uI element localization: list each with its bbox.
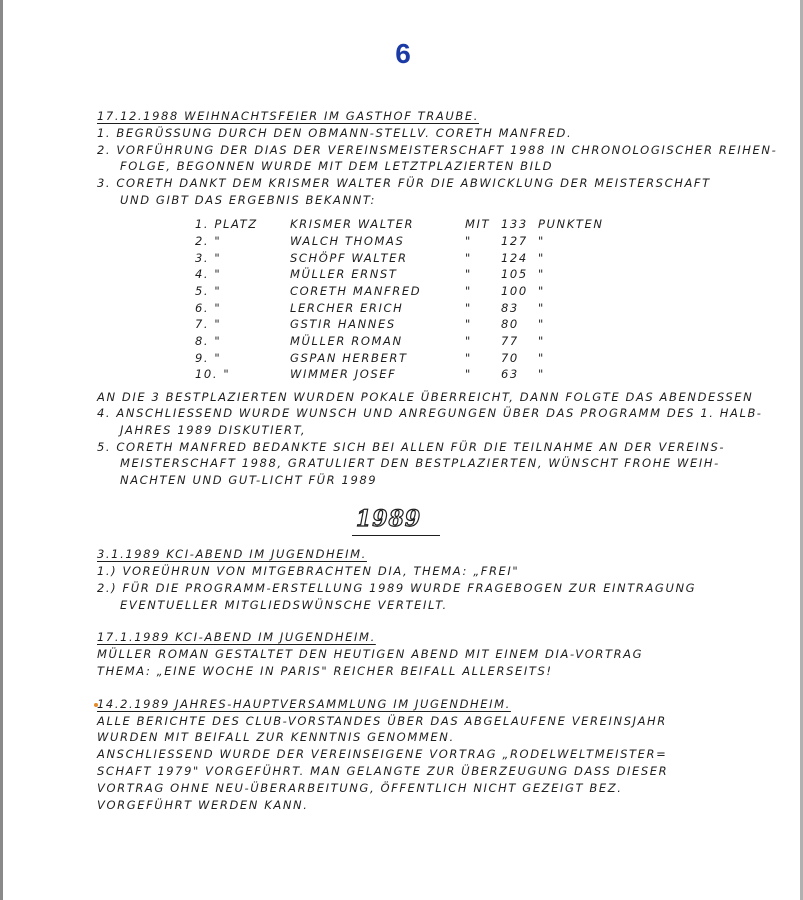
ranking-place: 6. " bbox=[195, 301, 222, 315]
ranking-table bbox=[195, 216, 625, 386]
section1-after-line-2: 4. ANSCHLIESSEND WURDE WUNSCH UND ANREGUNGEN ÜBER DAS PROGRAMM DES 1. HALB- bbox=[97, 406, 763, 420]
section1-after-line-1: AN DIE 3 BESTPLAZIERTEN WURDEN POKALE ÜBERREICHT, DANN FOLGTE DAS ABENDESSEN bbox=[97, 390, 754, 404]
section4-line-3: ANSCHLIESSEND WURDE DER VEREINSEIGENE VORTRAG „RODELWELTMEISTER= bbox=[97, 747, 668, 761]
ranking-unit: " bbox=[538, 367, 545, 381]
ranking-name: MÜLLER ERNST bbox=[290, 267, 398, 281]
section4-line-5: VORTRAG OHNE NEU-ÜBERARBEITUNG, ÖFFENTLICH NICHT GEZEIGT BEZ. bbox=[97, 781, 623, 795]
ranking-points: 127 bbox=[501, 234, 528, 248]
ranking-points: 133 bbox=[501, 217, 528, 231]
ranking-unit: " bbox=[538, 251, 545, 265]
ranking-unit: " bbox=[538, 317, 545, 331]
ranking-points: 77 bbox=[501, 334, 519, 348]
ranking-mit: " bbox=[465, 351, 472, 365]
ranking-name: SCHÖPF WALTER bbox=[290, 251, 408, 265]
ranking-mit: " bbox=[465, 301, 472, 315]
ranking-unit: " bbox=[538, 351, 545, 365]
ranking-mit: " bbox=[465, 334, 472, 348]
section1-after-line-6: NACHTEN UND GUT-LICHT FÜR 1989 bbox=[120, 473, 378, 487]
ranking-place: 9. " bbox=[195, 351, 222, 365]
ranking-mit: " bbox=[465, 317, 472, 331]
ranking-points: 63 bbox=[501, 367, 519, 381]
ranking-place: 8. " bbox=[195, 334, 222, 348]
section1-heading: 17.12.1988 WEIHNACHTSFEIER IM GASTHOF TRAUBE. bbox=[97, 109, 479, 123]
ranking-name: GSTIR HANNES bbox=[290, 317, 396, 331]
section1-after-line-3: JAHRES 1989 DISKUTIERT, bbox=[120, 423, 307, 437]
ranking-mit: MIT bbox=[465, 217, 491, 231]
ranking-place: 5. " bbox=[195, 284, 222, 298]
section4-line-4: SCHAFT 1979" VORGEFÜHRT. MAN GELANGTE ZUR ÜBERZEUGUNG DASS DIESER bbox=[97, 764, 669, 778]
section1-after-line-5: MEISTERSCHAFT 1988, GRATULIERT DEN BESTPLAZIERTEN, WÜNSCHT FROHE WEIH- bbox=[120, 456, 720, 470]
ranking-mit: " bbox=[465, 251, 472, 265]
ranking-unit: " bbox=[538, 267, 545, 281]
section2-heading: 3.1.1989 KCI-ABEND IM JUGENDHEIM. bbox=[97, 547, 367, 561]
section1-line-3: FOLGE, BEGONNEN WURDE MIT DEM LETZTPLAZIERTEN BILD bbox=[120, 159, 554, 173]
section3-line-2: THEMA: „EINE WOCHE IN PARIS" REICHER BEIFALL ALLERSEITS! bbox=[97, 664, 553, 678]
ranking-name: LERCHER ERICH bbox=[290, 301, 404, 315]
ranking-place: 7. " bbox=[195, 317, 222, 331]
ranking-name: WALCH THOMAS bbox=[290, 234, 405, 248]
page-left-edge bbox=[0, 0, 3, 900]
ranking-mit: " bbox=[465, 284, 472, 298]
ranking-points: 100 bbox=[501, 284, 528, 298]
ranking-name: CORETH MANFRED bbox=[290, 284, 422, 298]
ranking-unit: " bbox=[538, 234, 545, 248]
section3-line-1: MÜLLER ROMAN GESTALTET DEN HEUTIGEN ABEND MIT EINEM DIA-VORTRAG bbox=[97, 647, 644, 661]
ranking-place: 4. " bbox=[195, 267, 222, 281]
ranking-place: 10. " bbox=[195, 367, 231, 381]
ranking-mit: " bbox=[465, 267, 472, 281]
ranking-name: KRISMER WALTER bbox=[290, 217, 415, 231]
ranking-points: 105 bbox=[501, 267, 528, 281]
year-underline bbox=[352, 535, 440, 536]
section4-line-2: WURDEN MIT BEIFALL ZUR KENNTNIS GENOMMEN. bbox=[97, 730, 455, 744]
section4-line-6: VORGEFÜHRT WERDEN KANN. bbox=[97, 798, 309, 812]
ranking-points: 124 bbox=[501, 251, 528, 265]
ranking-unit: PUNKTEN bbox=[538, 217, 604, 231]
section1-line-4: 3. CORETH DANKT DEM KRISMER WALTER FÜR DIE ABWICKLUNG DER MEISTERSCHAFT bbox=[97, 176, 711, 190]
ranking-points: 80 bbox=[501, 317, 519, 331]
section2-line-2: 2.) FÜR DIE PROGRAMM-ERSTELLUNG 1989 WURDE FRAGEBOGEN ZUR EINTRAGUNG bbox=[97, 581, 697, 595]
ranking-place: 1. PLATZ bbox=[195, 217, 258, 231]
ranking-place: 3. " bbox=[195, 251, 222, 265]
ranking-name: WIMMER JOSEF bbox=[290, 367, 397, 381]
section1-after-line-4: 5. CORETH MANFRED BEDANKTE SICH BEI ALLEN FÜR DIE TEILNAHME AN DER VEREINS- bbox=[97, 440, 726, 454]
ranking-unit: " bbox=[538, 334, 545, 348]
ranking-place: 2. " bbox=[195, 234, 222, 248]
ranking-mit: " bbox=[465, 367, 472, 381]
ranking-points: 83 bbox=[501, 301, 519, 315]
section1-line-5: UND GIBT DAS ERGEBNIS BEKANNT: bbox=[120, 193, 376, 207]
section4-line-1: ALLE BERICHTE DES CLUB-VORSTANDES ÜBER DAS ABGELAUFENE VEREINSJAHR bbox=[97, 714, 667, 728]
ranking-unit: " bbox=[538, 284, 545, 298]
section2-line-3: EVENTUELLER MITGLIEDSWÜNSCHE VERTEILT. bbox=[120, 598, 448, 612]
section4-heading: 14.2.1989 JAHRES-HAUPTVERSAMMLUNG IM JUGENDHEIM. bbox=[97, 697, 511, 711]
ranking-name: MÜLLER ROMAN bbox=[290, 334, 403, 348]
section2-line-1: 1.) VOREÜHRUN VON MITGEBRACHTEN DIA, THEMA: „FREI" bbox=[97, 564, 520, 578]
ranking-unit: " bbox=[538, 301, 545, 315]
section1-line-1: 1. BEGRÜSSUNG DURCH DEN OBMANN-STELLV. CORETH MANFRED. bbox=[97, 126, 573, 140]
page-number: 6 bbox=[395, 38, 411, 69]
section1-line-2: 2. VORFÜHRUNG DER DIAS DER VEREINSMEISTERSCHAFT 1988 IN CHRONOLOGISCHER REIHEN- bbox=[97, 143, 778, 157]
ranking-points: 70 bbox=[501, 351, 519, 365]
section3-heading: 17.1.1989 KCI-ABEND IM JUGENDHEIM. bbox=[97, 630, 376, 644]
year-heading: 1989 bbox=[356, 506, 422, 532]
ranking-name: GSPAN HERBERT bbox=[290, 351, 408, 365]
ranking-mit: " bbox=[465, 234, 472, 248]
